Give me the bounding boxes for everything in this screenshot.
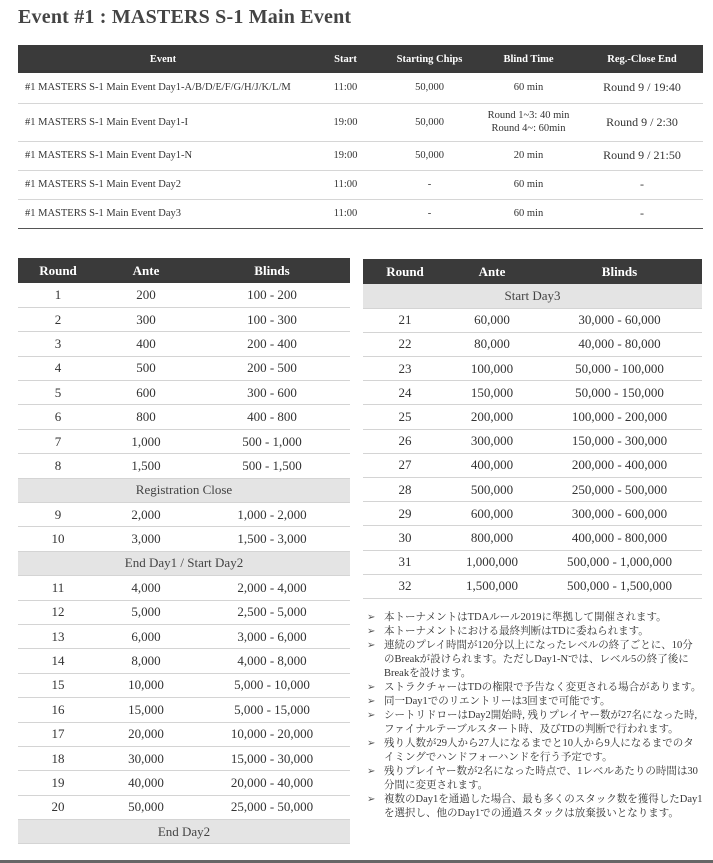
blinds-cell: 30,000 - 60,000: [537, 308, 702, 332]
event-start: 19:00: [308, 141, 383, 170]
arrow-bullet-icon: ➢: [367, 682, 376, 693]
event-start: 11:00: [308, 199, 383, 228]
structure-row: [363, 405, 702, 429]
round-cell: 24: [363, 381, 447, 405]
arrow-bullet-icon: ➢: [367, 696, 376, 707]
blinds-cell: 200 - 400: [194, 332, 350, 356]
blinds-cell: 100,000 - 200,000: [537, 405, 702, 429]
blinds-cell: 40,000 - 80,000: [537, 332, 702, 356]
round-cell: 12: [18, 600, 98, 624]
note-text: 本トーナメントにおける最終判断はTDに委ねられます。: [384, 626, 649, 637]
note-text: 同一Day1でのリエントリーは3回まで可能です。: [384, 696, 611, 707]
structure-row: [18, 576, 350, 600]
blinds-cell: 50,000 - 150,000: [537, 381, 702, 405]
structure-row: [18, 332, 350, 356]
blind-structure-table-right: [363, 259, 702, 599]
round-cell: 25: [363, 405, 447, 429]
arrow-bullet-icon: ➢: [367, 738, 376, 749]
note-item: [367, 681, 703, 695]
blinds-cell: 300,000 - 600,000: [537, 502, 702, 526]
event-blind-time: 60 min: [476, 170, 581, 199]
header-round: Round: [18, 258, 98, 283]
ante-cell: 1,000,000: [447, 550, 537, 574]
blind-structure-table-left: [18, 258, 350, 844]
ante-cell: 5,000: [98, 600, 194, 624]
blinds-cell: 250,000 - 500,000: [537, 478, 702, 502]
blinds-cell: 5,000 - 10,000: [194, 673, 350, 697]
ante-cell: 40,000: [98, 771, 194, 795]
separator-label: Start Day3: [363, 284, 702, 308]
blinds-cell: 2,500 - 5,000: [194, 600, 350, 624]
blinds-cell: 4,000 - 8,000: [194, 649, 350, 673]
ante-cell: 80,000: [447, 332, 537, 356]
page-title: Event #1 : MASTERS S-1 Main Event: [18, 6, 352, 28]
structure-row: [18, 429, 350, 453]
ante-cell: 800: [98, 405, 194, 429]
round-cell: 5: [18, 381, 98, 405]
round-cell: 10: [18, 527, 98, 551]
structure-row: [18, 454, 350, 478]
ante-cell: 300,000: [447, 429, 537, 453]
blinds-cell: 500 - 1,000: [194, 429, 350, 453]
blind-time-line: Round 4~: 60min: [491, 123, 566, 134]
separator-label: End Day1 / Start Day2: [18, 551, 350, 575]
note-text: 連続のプレイ時間が120分以上になったレベルの終了ごとに、10分のBreakが設けられます。ただしDay1-Nでは、レベル5の終了後にBreakを設けます。: [384, 640, 693, 679]
note-text: 残り人数が29人から27人になるまでと10人から9人になるまでのタイミングでハンドフォーハンドを行う予定です。: [384, 738, 694, 763]
event-blind-time: [476, 103, 581, 141]
round-cell: 17: [18, 722, 98, 746]
ante-cell: 2,000: [98, 503, 194, 527]
structure-row: [18, 698, 350, 722]
blinds-cell: 2,000 - 4,000: [194, 576, 350, 600]
ante-cell: 60,000: [447, 308, 537, 332]
round-cell: 6: [18, 405, 98, 429]
round-cell: 28: [363, 478, 447, 502]
separator-label: End Day2: [18, 820, 350, 844]
arrow-bullet-icon: ➢: [367, 766, 376, 777]
structure-row: [363, 550, 702, 574]
structure-row: [18, 795, 350, 819]
round-cell: 18: [18, 746, 98, 770]
header-round: Round: [363, 259, 447, 284]
structure-row: [363, 453, 702, 477]
structure-row: [18, 624, 350, 648]
ante-cell: 200: [98, 283, 194, 307]
round-cell: 22: [363, 332, 447, 356]
ante-cell: 50,000: [98, 795, 194, 819]
blinds-cell: 1,000 - 2,000: [194, 503, 350, 527]
event-name: #1 MASTERS S-1 Main Event Day3: [18, 199, 308, 228]
header-start: Start: [308, 45, 383, 73]
event-name: #1 MASTERS S-1 Main Event Day1-N: [18, 141, 308, 170]
structure-row: [363, 478, 702, 502]
note-item: [367, 625, 703, 639]
note-text: 複数のDay1を通過した場合、最も多くのスタック数を獲得したDay1を選択し、他のDay1での通過スタックは放棄扱いとなります。: [384, 794, 703, 819]
round-cell: 2: [18, 307, 98, 331]
event-row: [18, 170, 703, 199]
blinds-cell: 1,500 - 3,000: [194, 527, 350, 551]
round-cell: 14: [18, 649, 98, 673]
round-cell: 30: [363, 526, 447, 550]
arrow-bullet-icon: ➢: [367, 626, 376, 637]
structure-row: [18, 307, 350, 331]
blinds-cell: 100 - 300: [194, 307, 350, 331]
arrow-bullet-icon: ➢: [367, 612, 376, 623]
round-cell: 7: [18, 429, 98, 453]
event-reg-close: -: [581, 199, 703, 228]
blinds-cell: 25,000 - 50,000: [194, 795, 350, 819]
ante-cell: 100,000: [447, 357, 537, 381]
ante-cell: 30,000: [98, 746, 194, 770]
round-cell: 27: [363, 453, 447, 477]
round-cell: 26: [363, 429, 447, 453]
ante-cell: 800,000: [447, 526, 537, 550]
arrow-bullet-icon: ➢: [367, 794, 376, 805]
round-cell: 1: [18, 283, 98, 307]
event-schedule-table: [18, 45, 703, 229]
structure-body-left: [18, 283, 350, 844]
note-text: 本トーナメントはTDAルール2019に準拠して開催されます。: [384, 612, 667, 623]
round-cell: 4: [18, 356, 98, 380]
note-text: 残りプレイヤー数が2名になった時点で、1レベルあたりの時間は30分間に変更されます。: [384, 766, 698, 791]
blinds-cell: 200 - 500: [194, 356, 350, 380]
round-cell: 31: [363, 550, 447, 574]
header-blinds: Blinds: [194, 258, 350, 283]
ante-cell: 150,000: [447, 381, 537, 405]
ante-cell: 8,000: [98, 649, 194, 673]
structure-row: [18, 527, 350, 551]
arrow-bullet-icon: ➢: [367, 640, 376, 651]
header-reg-close-end: Reg.-Close End: [581, 45, 703, 73]
blinds-cell: 50,000 - 100,000: [537, 357, 702, 381]
blinds-cell: 500,000 - 1,500,000: [537, 574, 702, 598]
blinds-cell: 3,000 - 6,000: [194, 624, 350, 648]
note-text: シートリドローはDay2開始時, 残りプレイヤー数が27名になった時, ファイナルテーブルスタート時、及びTDの判断で行われます。: [384, 710, 698, 735]
structure-row: [18, 283, 350, 307]
event-blind-time: 20 min: [476, 141, 581, 170]
separator-label: Registration Close: [18, 478, 350, 502]
round-cell: 19: [18, 771, 98, 795]
round-cell: 3: [18, 332, 98, 356]
header-blind-time: Blind Time: [476, 45, 581, 73]
ante-cell: 15,000: [98, 698, 194, 722]
blinds-cell: 200,000 - 400,000: [537, 453, 702, 477]
event-row: [18, 103, 703, 141]
note-item: [367, 611, 703, 625]
structure-row: [18, 673, 350, 697]
structure-row: [18, 356, 350, 380]
blinds-cell: 400 - 800: [194, 405, 350, 429]
blind-time-line: Round 1~3: 40 min: [487, 110, 570, 121]
round-cell: 16: [18, 698, 98, 722]
header-blinds: Blinds: [537, 259, 702, 284]
event-row: [18, 199, 703, 228]
structure-row: [363, 574, 702, 598]
structure-row: [18, 771, 350, 795]
blinds-cell: 500,000 - 1,000,000: [537, 550, 702, 574]
header-event: Event: [18, 45, 308, 73]
structure-row: [18, 600, 350, 624]
note-item: [367, 695, 703, 709]
event-reg-close: -: [581, 170, 703, 199]
ante-cell: 600,000: [447, 502, 537, 526]
blinds-cell: 400,000 - 800,000: [537, 526, 702, 550]
round-cell: 29: [363, 502, 447, 526]
event-start: 19:00: [308, 103, 383, 141]
structure-separator-row: [18, 478, 350, 502]
event-blind-time: 60 min: [476, 199, 581, 228]
ante-cell: 400: [98, 332, 194, 356]
structure-row: [18, 381, 350, 405]
blinds-cell: 500 - 1,500: [194, 454, 350, 478]
event-row: [18, 141, 703, 170]
blinds-cell: 150,000 - 300,000: [537, 429, 702, 453]
event-name: #1 MASTERS S-1 Main Event Day2: [18, 170, 308, 199]
ante-cell: 500: [98, 356, 194, 380]
ante-cell: 1,000: [98, 429, 194, 453]
structure-row: [18, 405, 350, 429]
round-cell: 8: [18, 454, 98, 478]
event-name: #1 MASTERS S-1 Main Event Day1-I: [18, 103, 308, 141]
structure-row: [363, 308, 702, 332]
structure-separator-row: [18, 820, 350, 844]
note-item: [367, 709, 703, 737]
event-chips: 50,000: [383, 103, 476, 141]
round-cell: 20: [18, 795, 98, 819]
note-item: [367, 765, 703, 793]
structure-separator-row: [363, 284, 702, 308]
note-item: [367, 793, 703, 821]
event-reg-close: Round 9 / 21:50: [581, 141, 703, 170]
round-cell: 9: [18, 503, 98, 527]
structure-row: [18, 649, 350, 673]
ante-cell: 200,000: [447, 405, 537, 429]
note-text: ストラクチャーはTDの権限で予告なく変更される場合があります。: [384, 682, 702, 693]
ante-cell: 1,500: [98, 454, 194, 478]
structure-separator-row: [18, 551, 350, 575]
ante-cell: 300: [98, 307, 194, 331]
blinds-cell: 20,000 - 40,000: [194, 771, 350, 795]
round-cell: 15: [18, 673, 98, 697]
structure-row: [363, 526, 702, 550]
tournament-notes: [367, 611, 703, 821]
event-name: #1 MASTERS S-1 Main Event Day1-A/B/D/E/F/G/H/J/K/L/M: [18, 73, 308, 103]
blinds-cell: 5,000 - 15,000: [194, 698, 350, 722]
structure-row: [363, 332, 702, 356]
note-item: [367, 639, 703, 681]
arrow-bullet-icon: ➢: [367, 710, 376, 721]
structure-row: [18, 746, 350, 770]
event-table-header: [18, 45, 703, 73]
blinds-cell: 300 - 600: [194, 381, 350, 405]
ante-cell: 3,000: [98, 527, 194, 551]
structure-row: [18, 722, 350, 746]
structure-row: [363, 502, 702, 526]
structure-header: [363, 259, 702, 284]
blinds-cell: 100 - 200: [194, 283, 350, 307]
structure-header: [18, 258, 350, 283]
round-cell: 11: [18, 576, 98, 600]
round-cell: 21: [363, 308, 447, 332]
event-reg-close: Round 9 / 2:30: [581, 103, 703, 141]
event-row: [18, 73, 703, 103]
header-ante: Ante: [447, 259, 537, 284]
event-blind-time: 60 min: [476, 73, 581, 103]
ante-cell: 500,000: [447, 478, 537, 502]
structure-body-right: [363, 284, 702, 598]
header-ante: Ante: [98, 258, 194, 283]
structure-row: [18, 503, 350, 527]
ante-cell: 1,500,000: [447, 574, 537, 598]
blinds-cell: 15,000 - 30,000: [194, 746, 350, 770]
ante-cell: 4,000: [98, 576, 194, 600]
round-cell: 23: [363, 357, 447, 381]
event-chips: -: [383, 170, 476, 199]
round-cell: 32: [363, 574, 447, 598]
structure-row: [363, 357, 702, 381]
structure-row: [363, 429, 702, 453]
event-start: 11:00: [308, 170, 383, 199]
event-chips: -: [383, 199, 476, 228]
event-chips: 50,000: [383, 141, 476, 170]
event-start: 11:00: [308, 73, 383, 103]
structure-row: [363, 381, 702, 405]
round-cell: 13: [18, 624, 98, 648]
ante-cell: 400,000: [447, 453, 537, 477]
event-reg-close: Round 9 / 19:40: [581, 73, 703, 103]
ante-cell: 10,000: [98, 673, 194, 697]
ante-cell: 20,000: [98, 722, 194, 746]
event-chips: 50,000: [383, 73, 476, 103]
ante-cell: 6,000: [98, 624, 194, 648]
blinds-cell: 10,000 - 20,000: [194, 722, 350, 746]
header-starting-chips: Starting Chips: [383, 45, 476, 73]
note-item: [367, 737, 703, 765]
ante-cell: 600: [98, 381, 194, 405]
